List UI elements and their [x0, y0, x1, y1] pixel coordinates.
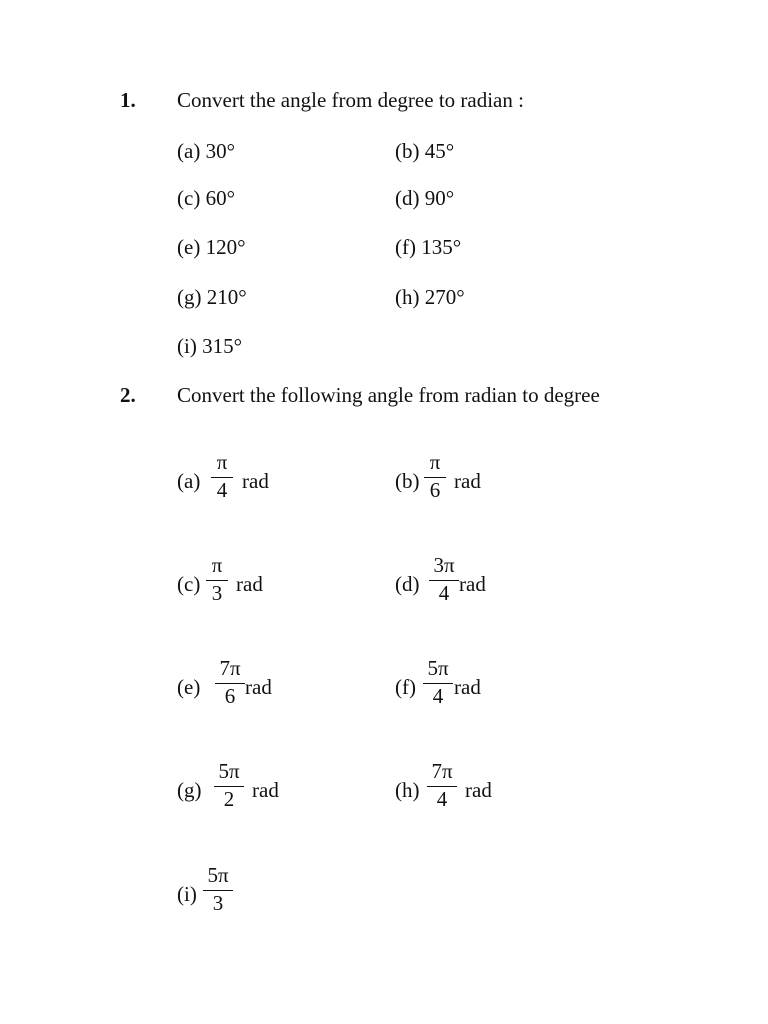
q1-item-label: (e) [177, 235, 201, 259]
unit-label: rad [252, 778, 279, 802]
fraction-denominator: 4 [432, 684, 444, 708]
q1-item-h [395, 285, 465, 310]
fraction-numerator: 5π [218, 759, 240, 783]
fraction-numerator: 3π [433, 553, 455, 577]
fraction-numerator: 7π [219, 656, 241, 680]
q2-item-b [395, 450, 595, 510]
q1-item-label: (i) [177, 334, 197, 358]
fraction-denominator: 6 [224, 684, 236, 708]
unit-label: rad [454, 469, 481, 493]
fraction [424, 450, 446, 503]
fraction-numerator: π [429, 450, 441, 474]
question-2-text: Convert the following angle from radian to degree [177, 383, 600, 407]
q1-item-g [177, 285, 247, 310]
q1-item-value: 90° [424, 186, 455, 210]
q2-item-g [177, 759, 377, 819]
q1-item-value: 315° [202, 334, 242, 358]
q1-item-value: 135° [421, 235, 462, 259]
question-1-text: Convert the angle from degree to radian : [177, 88, 524, 112]
q1-item-value: 60° [205, 186, 235, 210]
q2-item-h [395, 759, 595, 819]
fraction-denominator: 3 [211, 581, 223, 605]
q2-item-a [177, 450, 377, 510]
fraction-denominator: 3 [212, 891, 224, 915]
q1-item-i [177, 334, 242, 359]
q1-item-value: 45° [424, 139, 455, 163]
q1-item-d [395, 186, 454, 211]
fraction [214, 759, 244, 812]
q1-item-label: (b) [395, 139, 420, 163]
q2-item-label: (e) [177, 675, 201, 699]
q2-item-label: (h) [395, 778, 420, 802]
q2-item-label: (d) [395, 572, 420, 596]
q2-item-e [177, 656, 377, 716]
fraction [423, 656, 453, 709]
q1-item-label: (a) [177, 139, 201, 163]
q1-item-value: 120° [205, 235, 246, 259]
unit-label: rad [465, 778, 492, 802]
fraction [427, 759, 457, 812]
fraction-denominator: 4 [436, 787, 448, 811]
fraction-numerator: 7π [431, 759, 453, 783]
fraction-denominator: 4 [216, 478, 228, 502]
fraction-numerator: 5π [427, 656, 449, 680]
unit-label: rad [459, 572, 486, 596]
q2-item-label: (f) [395, 675, 416, 699]
q1-item-label: (c) [177, 186, 201, 210]
q2-item-label: (c) [177, 572, 201, 596]
q1-item-a [177, 139, 235, 164]
fraction-numerator: π [216, 450, 228, 474]
q1-item-label: (d) [395, 186, 420, 210]
fraction [211, 450, 233, 503]
question-2-number: 2. [120, 383, 136, 407]
q1-item-f [395, 235, 461, 260]
unit-label: rad [245, 675, 272, 699]
fraction-denominator: 2 [223, 787, 235, 811]
q1-item-value: 30° [205, 139, 235, 163]
fraction [215, 656, 245, 709]
unit-label: rad [454, 675, 481, 699]
q1-item-value: 270° [424, 285, 465, 309]
q2-item-label: (a) [177, 469, 201, 493]
q2-item-f [395, 656, 595, 716]
q2-item-label: (g) [177, 778, 202, 802]
q1-item-c [177, 186, 235, 211]
question-1-number: 1. [120, 88, 136, 112]
q2-item-c [177, 553, 377, 613]
q2-item-label: (i) [177, 882, 197, 906]
unit-label: rad [236, 572, 263, 596]
fraction-numerator: π [211, 553, 223, 577]
fraction [206, 553, 228, 606]
fraction-denominator: 6 [429, 478, 441, 502]
unit-label: rad [242, 469, 269, 493]
q1-item-value: 210° [206, 285, 247, 309]
q2-item-i [177, 863, 377, 923]
q2-item-d [395, 553, 595, 613]
q1-item-label: (f) [395, 235, 416, 259]
fraction-denominator: 4 [438, 581, 450, 605]
fraction-numerator: 5π [207, 863, 229, 887]
q2-item-label: (b) [395, 469, 420, 493]
q1-item-b [395, 139, 454, 164]
q1-item-label: (g) [177, 285, 202, 309]
fraction [203, 863, 233, 916]
fraction [429, 553, 459, 606]
q1-item-label: (h) [395, 285, 420, 309]
q1-item-e [177, 235, 245, 260]
